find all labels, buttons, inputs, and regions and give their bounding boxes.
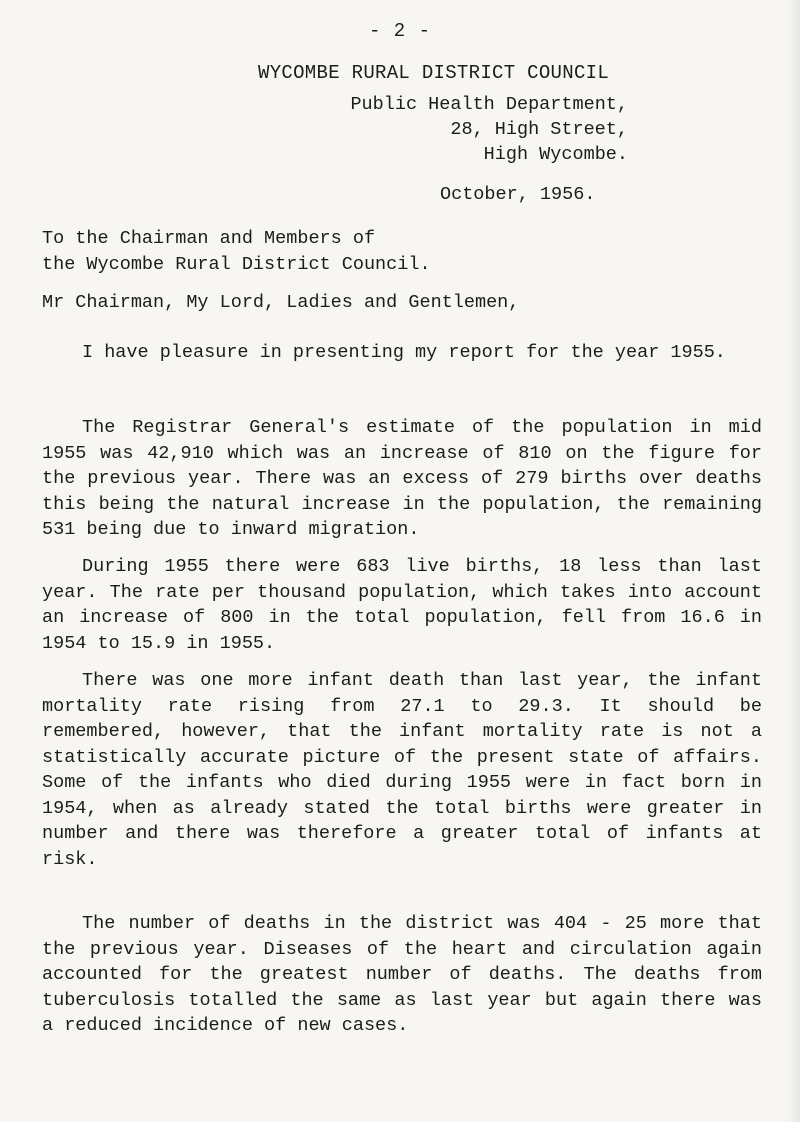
- addressee-line-1: To the Chairman and Members of: [42, 228, 376, 249]
- council-title: WYCOMBE RURAL DISTRICT COUNCIL: [258, 62, 610, 84]
- address-line-town: High Wycombe.: [483, 144, 628, 165]
- paragraph-population: The Registrar General's estimate of the population in mid 1955 was 42,910 which was an increase of 810 on the figure for the previous year. There was an excess of 279 births over deaths this being the natural increase in the population, the remaining 531 being due to inward migration.: [42, 417, 762, 540]
- page-edge-shadow: [786, 0, 800, 1122]
- sender-address: [350, 92, 628, 167]
- paragraph-births: During 1955 there were 683 live births, 18 less than last year. The rate per thousand population, which takes into account an increase of 800 in the total population, fell from 16.6 in 1954 to 15.9 in 1955.: [42, 556, 762, 654]
- address-line-department: Public Health Department,: [350, 94, 628, 115]
- address-line-street: 28, High Street,: [450, 119, 628, 140]
- letter-date: October, 1956.: [440, 184, 596, 205]
- addressee-block: [42, 226, 762, 277]
- paragraph-introduction: I have pleasure in presenting my report for the year 1955.: [82, 342, 726, 363]
- greeting: Mr Chairman, My Lord, Ladies and Gentlemen,: [42, 292, 520, 313]
- page-number: - 2 -: [368, 20, 431, 42]
- paragraph-infant-mortality: There was one more infant death than last year, the infant mortality rate rising from 27.1 to 29.3. It should be remembered, however, that the infant mortality rate is not a statistically accurate picture of the present state of affairs. Some of the infants who died during 1955 were in fact born in 1954, when as already stated the total births were greater in number and there was therefore a greater total of infants at risk.: [42, 670, 762, 870]
- addressee-line-2: the Wycombe Rural District Council.: [42, 253, 431, 275]
- paragraph-deaths: The number of deaths in the district was 404 - 25 more that the previous year. Diseases of the heart and circulation again accounted for the greatest number of deaths. The deaths from tuberculosis totalled the same as last year but again there was a reduced incidence of new cases.: [42, 913, 762, 1036]
